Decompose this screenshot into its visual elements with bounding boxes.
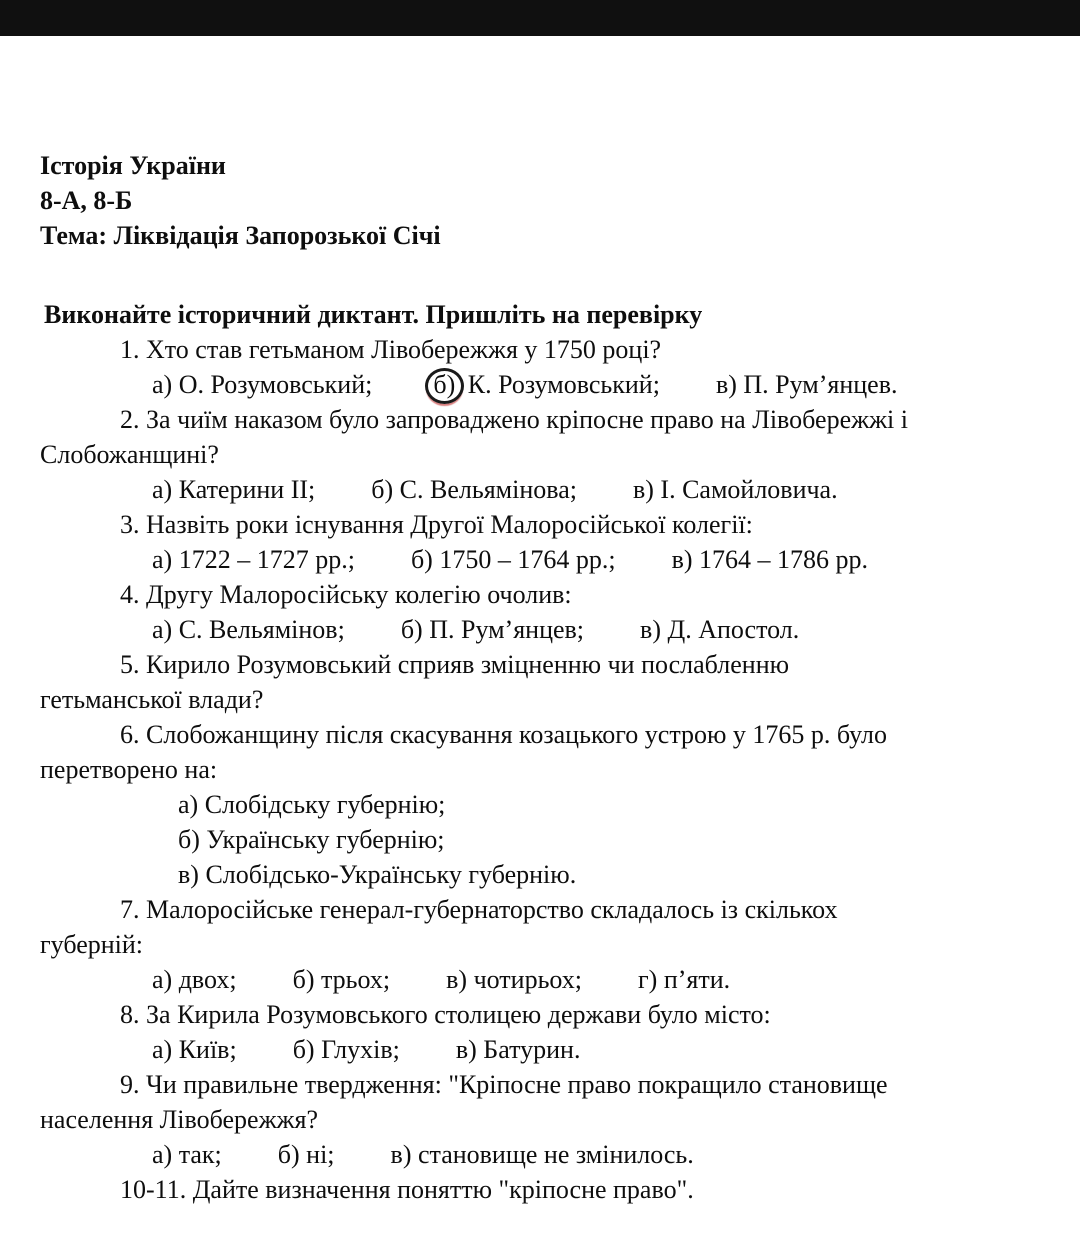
option-marker: а) <box>152 475 173 504</box>
option-marker: в) <box>390 1140 412 1169</box>
answer-option <box>178 860 576 889</box>
option-text: С. Вельямінова; <box>393 475 577 504</box>
option-marker: б) <box>277 1140 300 1169</box>
option-text: Глухів; <box>314 1035 400 1064</box>
option-marker: а) <box>152 545 173 574</box>
instruction-heading: Виконайте історичний диктант. Пришліть на перевірку <box>44 300 703 329</box>
answer-option <box>633 475 838 504</box>
answer-option <box>391 1140 694 1169</box>
answer-option <box>152 615 345 644</box>
option-marker: в) <box>715 370 737 399</box>
option-text: П. Рум’янцев; <box>422 615 585 644</box>
answer-option <box>152 965 237 994</box>
option-marker: б) <box>292 965 315 994</box>
question-line: 6. Слобожанщину після скасування козацького устрою у 1765 р. було <box>120 720 887 749</box>
answer-option <box>446 965 582 994</box>
question-line: 2. За чиїм наказом було запроваджено кріпосне право на Лівобережжі і <box>120 405 908 434</box>
options-row <box>40 1032 1072 1067</box>
question-line: гетьманської влади? <box>40 685 264 714</box>
option-marker: в) <box>446 965 468 994</box>
option-text: чотирьох; <box>467 965 583 994</box>
question-line: 5. Кирило Розумовський сприяв зміцненню чи послабленню <box>120 650 790 679</box>
answer-option <box>152 370 372 399</box>
option-text: становище не змінилось. <box>411 1140 694 1169</box>
options-row <box>40 822 1072 857</box>
answer-option <box>672 545 868 574</box>
question-line: 4. Другу Малоросійську колегію очолив: <box>120 580 572 609</box>
option-text: К. Розумовський; <box>461 370 660 399</box>
option-text: І. Самойловича. <box>653 475 838 504</box>
options-row <box>40 612 1072 647</box>
option-text: 1722 – 1727 рр.; <box>172 545 355 574</box>
option-marker: б) <box>400 615 423 644</box>
option-text: Слобідську губернію; <box>198 790 446 819</box>
question-line: Слобожанщині? <box>40 440 219 469</box>
option-marker: в) <box>671 545 693 574</box>
question-line: 1. Хто став гетьманом Лівобережжя у 1750 році? <box>120 335 662 364</box>
options-row <box>40 1137 1072 1172</box>
option-text: П. Рум’янцев. <box>736 370 898 399</box>
answer-option <box>371 475 577 504</box>
option-text: С. Вельямінов; <box>172 615 345 644</box>
option-text: 1750 – 1764 рр.; <box>432 545 616 574</box>
option-marker: б) <box>178 825 200 854</box>
question-line: 7. Малоросійське генерал-губернаторство складалось із скількох <box>120 895 838 924</box>
question-line: 8. За Кирила Розумовського столицею держави було місто: <box>120 1000 771 1029</box>
option-marker: в) <box>455 1035 477 1064</box>
answer-option <box>152 1140 222 1169</box>
option-text: трьох; <box>314 965 391 994</box>
answer-option <box>640 615 799 644</box>
document-page <box>0 36 1080 1207</box>
answer-option <box>411 545 616 574</box>
answer-option <box>152 545 355 574</box>
question-line: губерній: <box>40 930 144 959</box>
answer-option <box>293 965 391 994</box>
answer-option <box>401 615 584 644</box>
answer-option <box>456 1035 581 1064</box>
option-marker: а) <box>152 1035 173 1064</box>
options-row <box>40 787 1072 822</box>
answer-option <box>178 790 445 819</box>
answer-option <box>152 475 315 504</box>
option-text: Батурин. <box>476 1035 581 1064</box>
answer-option <box>293 1035 400 1064</box>
question-line: 3. Назвіть роки існування Другої Малоросійської колегії: <box>120 510 753 539</box>
answer-option <box>178 825 445 854</box>
option-text: Київ; <box>172 1035 237 1064</box>
option-marker: а) <box>178 790 199 819</box>
options-row <box>40 962 1072 997</box>
option-marker: в) <box>632 475 654 504</box>
question-line: 10-11. Дайте визначення поняттю "кріпосне право". <box>120 1175 694 1204</box>
option-marker: а) <box>152 615 173 644</box>
option-marker: б) <box>371 475 394 504</box>
option-marker: а) <box>152 965 173 994</box>
option-text: Д. Апостол. <box>660 615 800 644</box>
lesson-topic: Тема: Ліквідація Запорозької Січі <box>40 221 441 250</box>
option-marker: в) <box>178 860 199 889</box>
option-text: п’яти. <box>657 965 731 994</box>
question-line: 9. Чи правильне твердження: "Кріпосне право покращило становище <box>120 1070 888 1099</box>
questions <box>40 332 1072 1207</box>
option-text: Катерини II; <box>172 475 316 504</box>
options-row <box>40 472 1072 507</box>
answer-option <box>428 370 660 399</box>
circled-answer-marker: б) <box>425 368 464 404</box>
top-bar <box>0 0 1080 36</box>
option-text: О. Розумовський; <box>172 370 373 399</box>
option-text: двох; <box>172 965 237 994</box>
answer-option <box>152 1035 237 1064</box>
option-marker: б) <box>292 1035 315 1064</box>
option-marker: а) <box>152 370 173 399</box>
options-row <box>40 857 1072 892</box>
answer-option <box>716 370 898 399</box>
question-line: населення Лівобережжя? <box>40 1105 319 1134</box>
options-row <box>40 367 1072 402</box>
option-marker: в) <box>640 615 661 644</box>
option-marker: г) <box>638 965 658 994</box>
option-text: Українську губернію; <box>199 825 445 854</box>
answer-option <box>278 1140 335 1169</box>
option-text: Слобідсько-Українську губернію. <box>198 860 577 889</box>
option-marker: а) <box>152 1140 173 1169</box>
class-groups: 8-А, 8-Б <box>40 186 133 215</box>
option-marker: б) <box>410 545 433 574</box>
option-text: ні; <box>299 1140 335 1169</box>
option-text: так; <box>172 1140 222 1169</box>
question-line: перетворено на: <box>40 755 218 784</box>
options-row <box>40 542 1072 577</box>
subject-title: Історія України <box>40 151 226 180</box>
answer-option <box>638 965 730 994</box>
option-text: 1764 – 1786 рр. <box>692 545 868 574</box>
